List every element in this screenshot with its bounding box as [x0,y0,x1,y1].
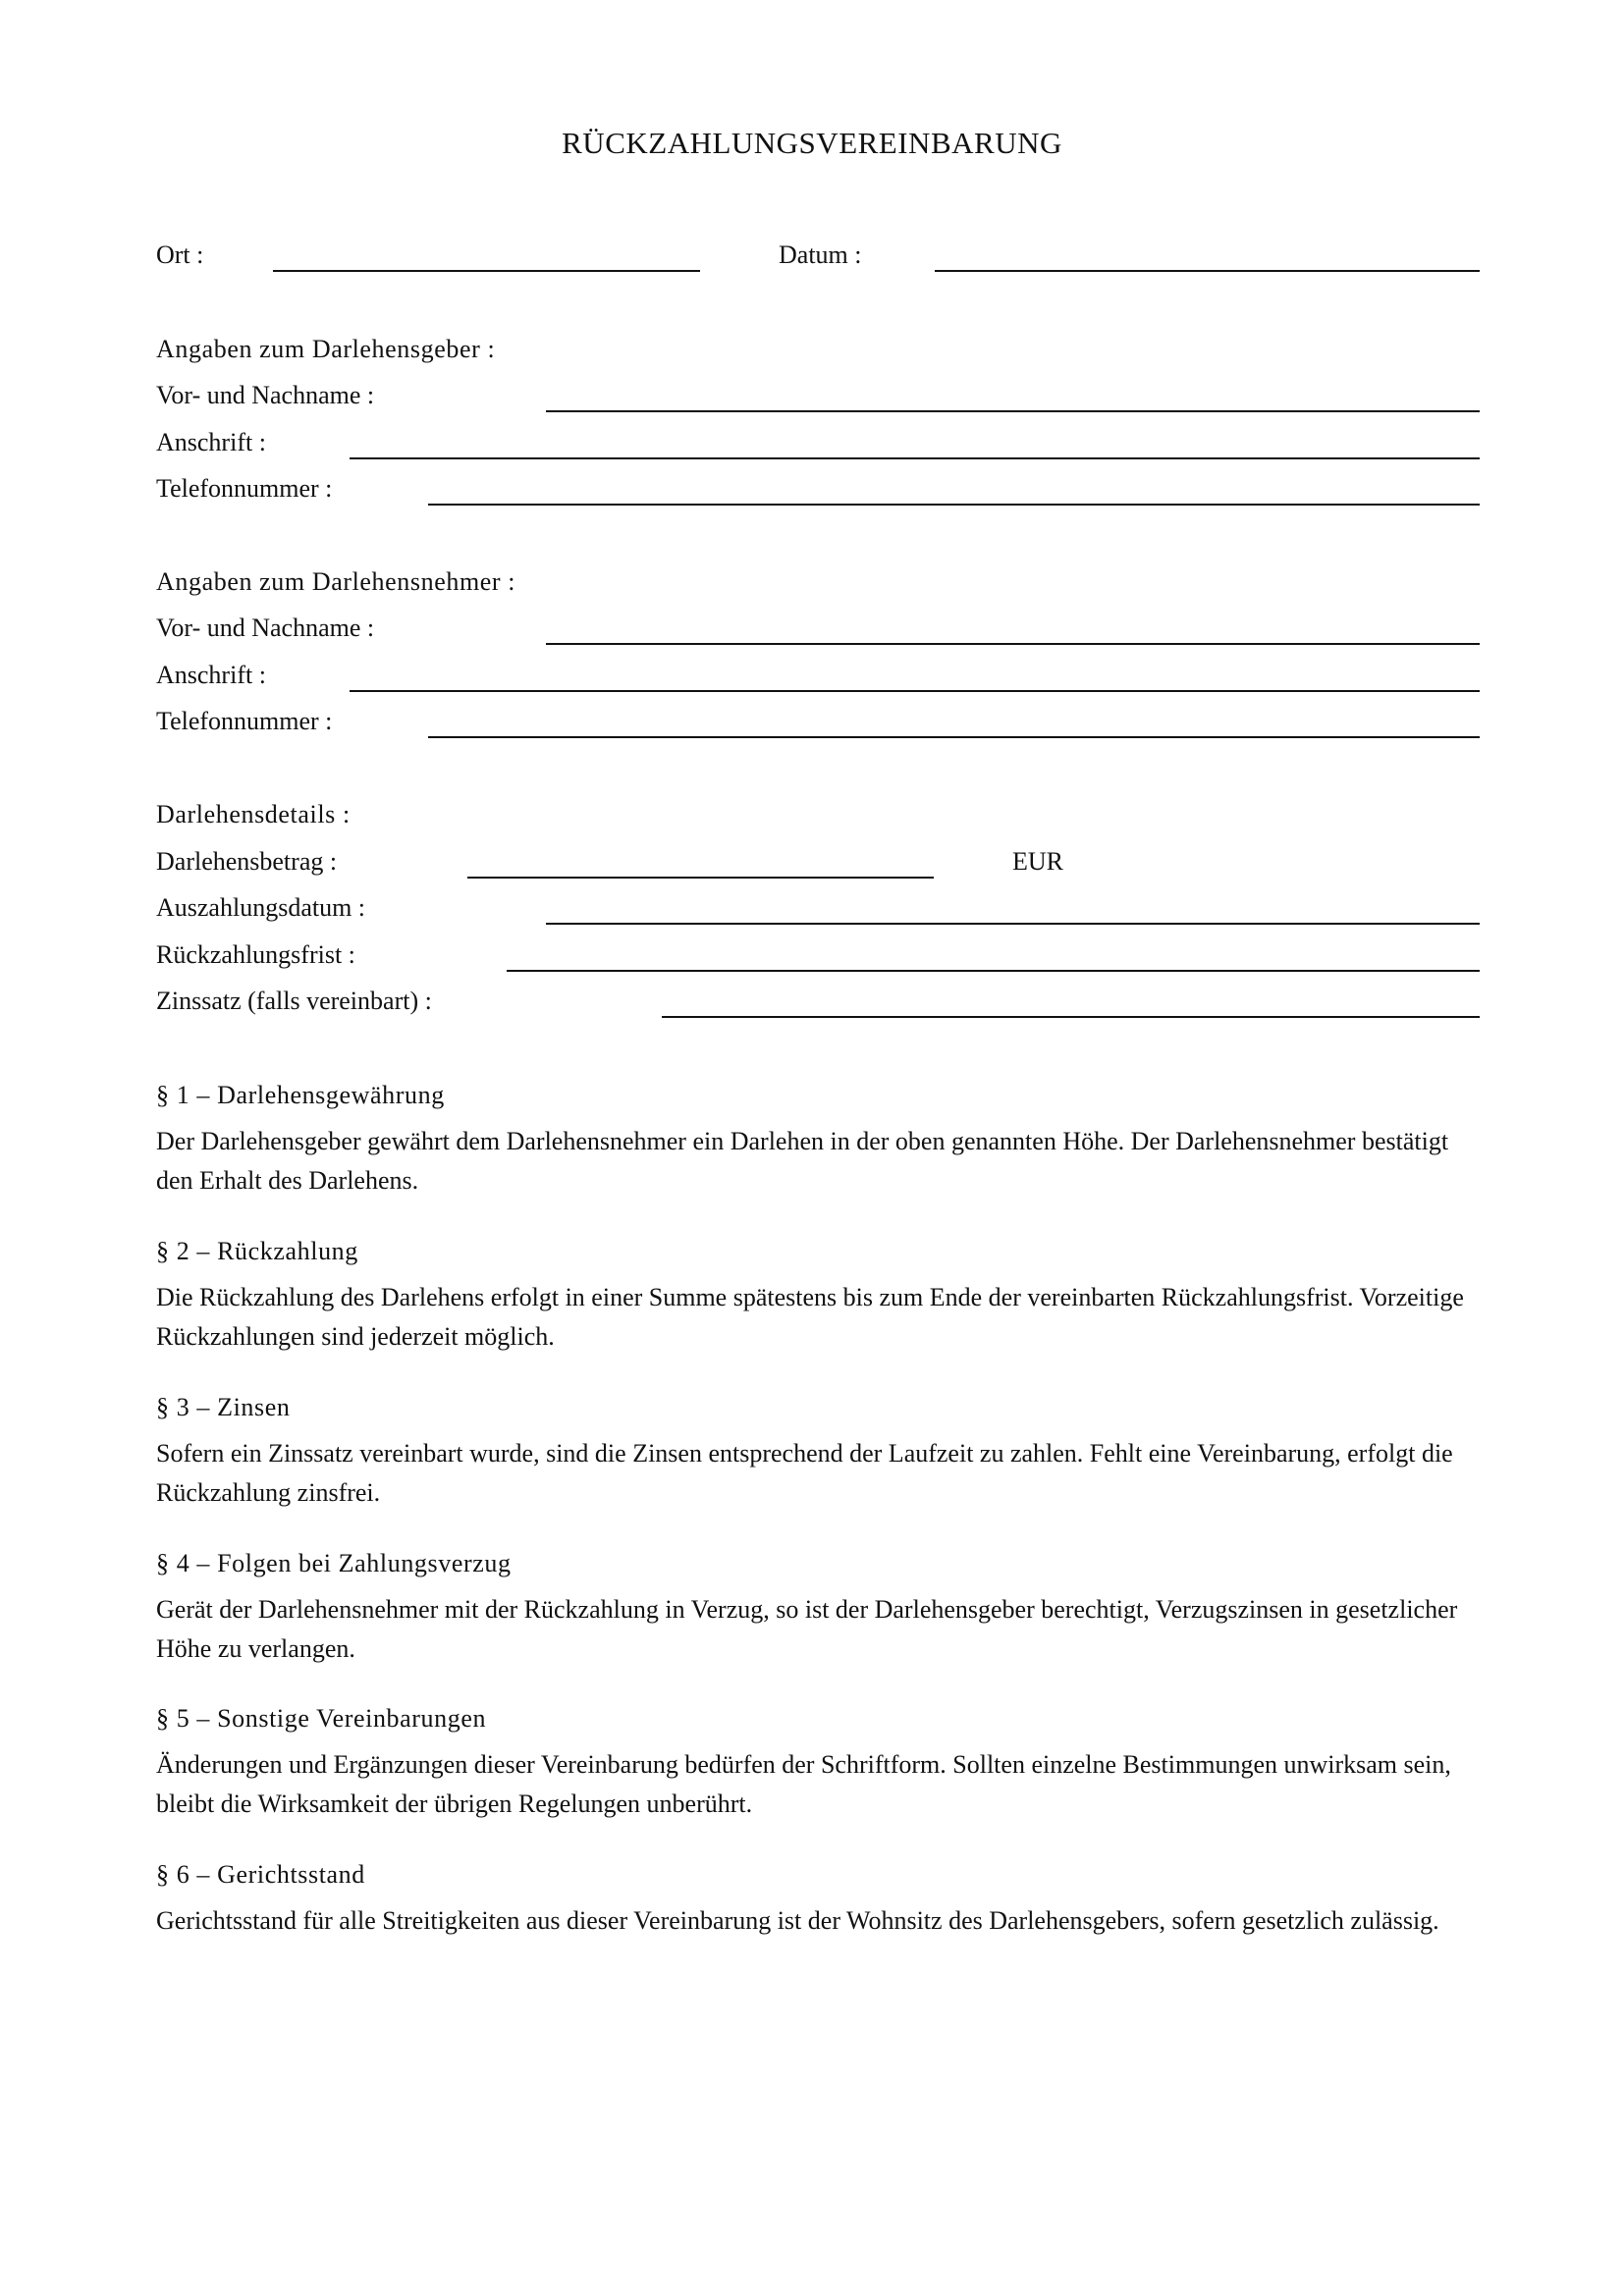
repayment-deadline-label: Rückzahlungsfrist : [156,940,355,969]
lender-name-label: Vor- und Nachname : [156,381,375,409]
ort-field-line[interactable] [273,270,700,272]
borrower-address-field-line[interactable] [350,690,1480,692]
lender-address-field-line[interactable] [350,457,1480,459]
datum-label: Datum : [779,240,862,269]
section-6-text: Gerichtsstand für alle Streitigkeiten aus dieser Vereinbarung ist der Wohnsitz des Darlehensgebers, sofern gesetzlich zulässig. [156,1906,1439,1935]
section-1-heading: § 1 – Darlehensgewährung [156,1081,445,1109]
lender-phone-field-line[interactable] [428,504,1480,506]
loan-details-heading: Darlehensdetails : [156,800,351,828]
borrower-name-field-line[interactable] [546,643,1480,645]
document-title: RÜCKZAHLUNGSVEREINBARUNG [562,126,1062,160]
section-3-text: Sofern ein Zinssatz vereinbart wurde, sind die Zinsen entsprechend der Laufzeit zu zahlen. Fehlt eine Vereinbarung, erfolgt die Rückzahlung zinsfrei. [156,1439,1453,1507]
section-2-heading: § 2 – Rückzahlung [156,1237,358,1265]
section-3-heading: § 3 – Zinsen [156,1393,291,1421]
borrower-name-label: Vor- und Nachname : [156,614,375,642]
payout-date-field-line[interactable] [546,923,1480,925]
payout-date-label: Auszahlungsdatum : [156,893,366,922]
interest-rate-label: Zinssatz (falls vereinbart) : [156,987,432,1015]
section-5-text: Änderungen und Ergänzungen dieser Vereinbarung bedürfen der Schriftform. Sollten einzelne Bestimmungen unwirksam sein, bleibt die Wirksamkeit der übrigen Regelungen unberührt. [156,1750,1451,1818]
lender-address-label: Anschrift : [156,428,266,456]
lender-heading: Angaben zum Darlehensgeber : [156,335,496,363]
ort-label: Ort : [156,240,204,269]
currency-label: EUR [1012,847,1063,876]
loan-amount-field-line[interactable] [467,877,934,879]
section-4-heading: § 4 – Folgen bei Zahlungsverzug [156,1549,512,1577]
lender-name-field-line[interactable] [546,410,1480,412]
borrower-phone-field-line[interactable] [428,736,1480,738]
section-1-text: Der Darlehensgeber gewährt dem Darlehensnehmer ein Darlehen in der oben genannten Höhe. Der Darlehensnehmer bestätigt den Erhalt des Darlehens. [156,1127,1449,1195]
section-4-text: Gerät der Darlehensnehmer mit der Rückzahlung in Verzug, so ist der Darlehensgeber berechtigt, Verzugszinsen in gesetzlicher Höhe zu verlangen. [156,1595,1458,1663]
interest-rate-field-line[interactable] [662,1016,1480,1018]
borrower-heading: Angaben zum Darlehensnehmer : [156,567,516,596]
section-5-heading: § 5 – Sonstige Vereinbarungen [156,1704,487,1733]
borrower-phone-label: Telefonnummer : [156,707,333,735]
borrower-address-label: Anschrift : [156,661,266,689]
section-2-text: Die Rückzahlung des Darlehens erfolgt in einer Summe spätestens bis zum Ende der vereinbarten Rückzahlungsfrist. Vorzeitige Rückzahlungen sind jederzeit möglich. [156,1283,1464,1351]
section-6-heading: § 6 – Gerichtsstand [156,1860,365,1889]
repayment-deadline-field-line[interactable] [507,970,1480,972]
loan-amount-label: Darlehensbetrag : [156,847,338,876]
lender-phone-label: Telefonnummer : [156,474,333,503]
datum-field-line[interactable] [935,270,1480,272]
